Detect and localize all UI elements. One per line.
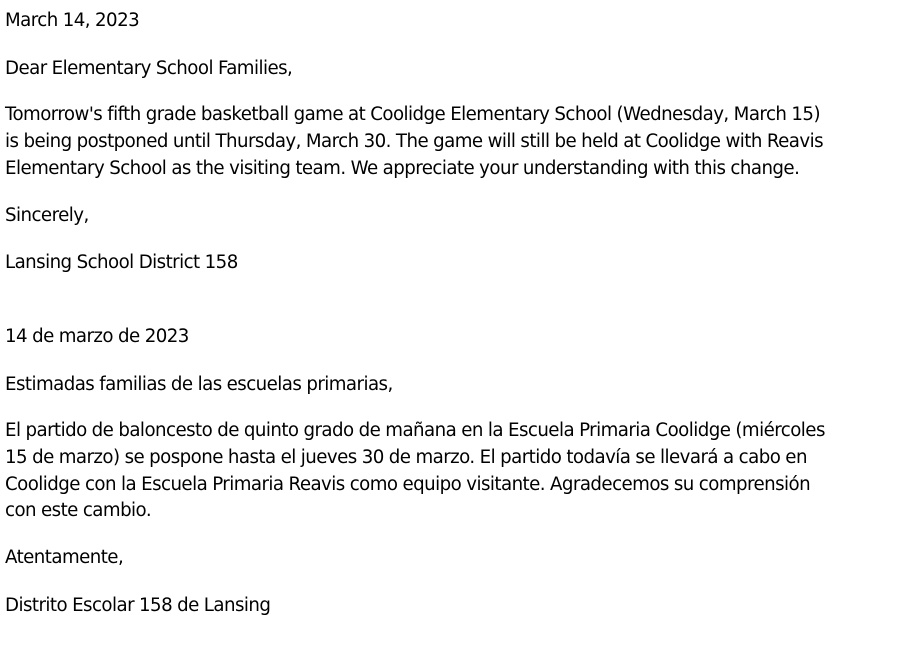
spanish-body: [5, 418, 825, 525]
spanish-closing: Atentamente,: [5, 547, 124, 568]
english-body-line: is being postponed until Thursday, March 30. The game will still be held at Coolidge with Reavis: [5, 130, 824, 152]
spanish-body-line: con este cambio.: [5, 500, 152, 522]
spanish-body-line: El partido de baloncesto de quinto grado de mañana en la Escuela Primaria Coolidge (miércoles: [5, 420, 825, 441]
english-signature: Lansing School District 158: [5, 252, 238, 273]
english-greeting: Dear Elementary School Families,: [5, 58, 293, 79]
spanish-body-line: Coolidge con la Escuela Primaria Reavis como equipo visitante. Agradecemos su comprensión: [5, 473, 811, 495]
spanish-greeting: Estimadas familias de las escuelas primarias,: [5, 374, 393, 395]
english-date: March 14, 2023: [5, 10, 140, 31]
english-closing: Sincerely,: [5, 205, 89, 226]
english-body-line: Elementary School as the visiting team. We appreciate your understanding with this change.: [5, 157, 800, 179]
spanish-date: 14 de marzo de 2023: [5, 326, 189, 347]
spanish-body-line: 15 de marzo) se pospone hasta el jueves 30 de marzo. El partido todavía se llevará a cabo en: [5, 446, 807, 468]
english-body: [5, 102, 823, 182]
english-body-line: Tomorrow's fifth grade basketball game at Coolidge Elementary School (Wednesday, March 15): [5, 104, 820, 125]
spanish-signature: Distrito Escolar 158 de Lansing: [5, 595, 271, 616]
